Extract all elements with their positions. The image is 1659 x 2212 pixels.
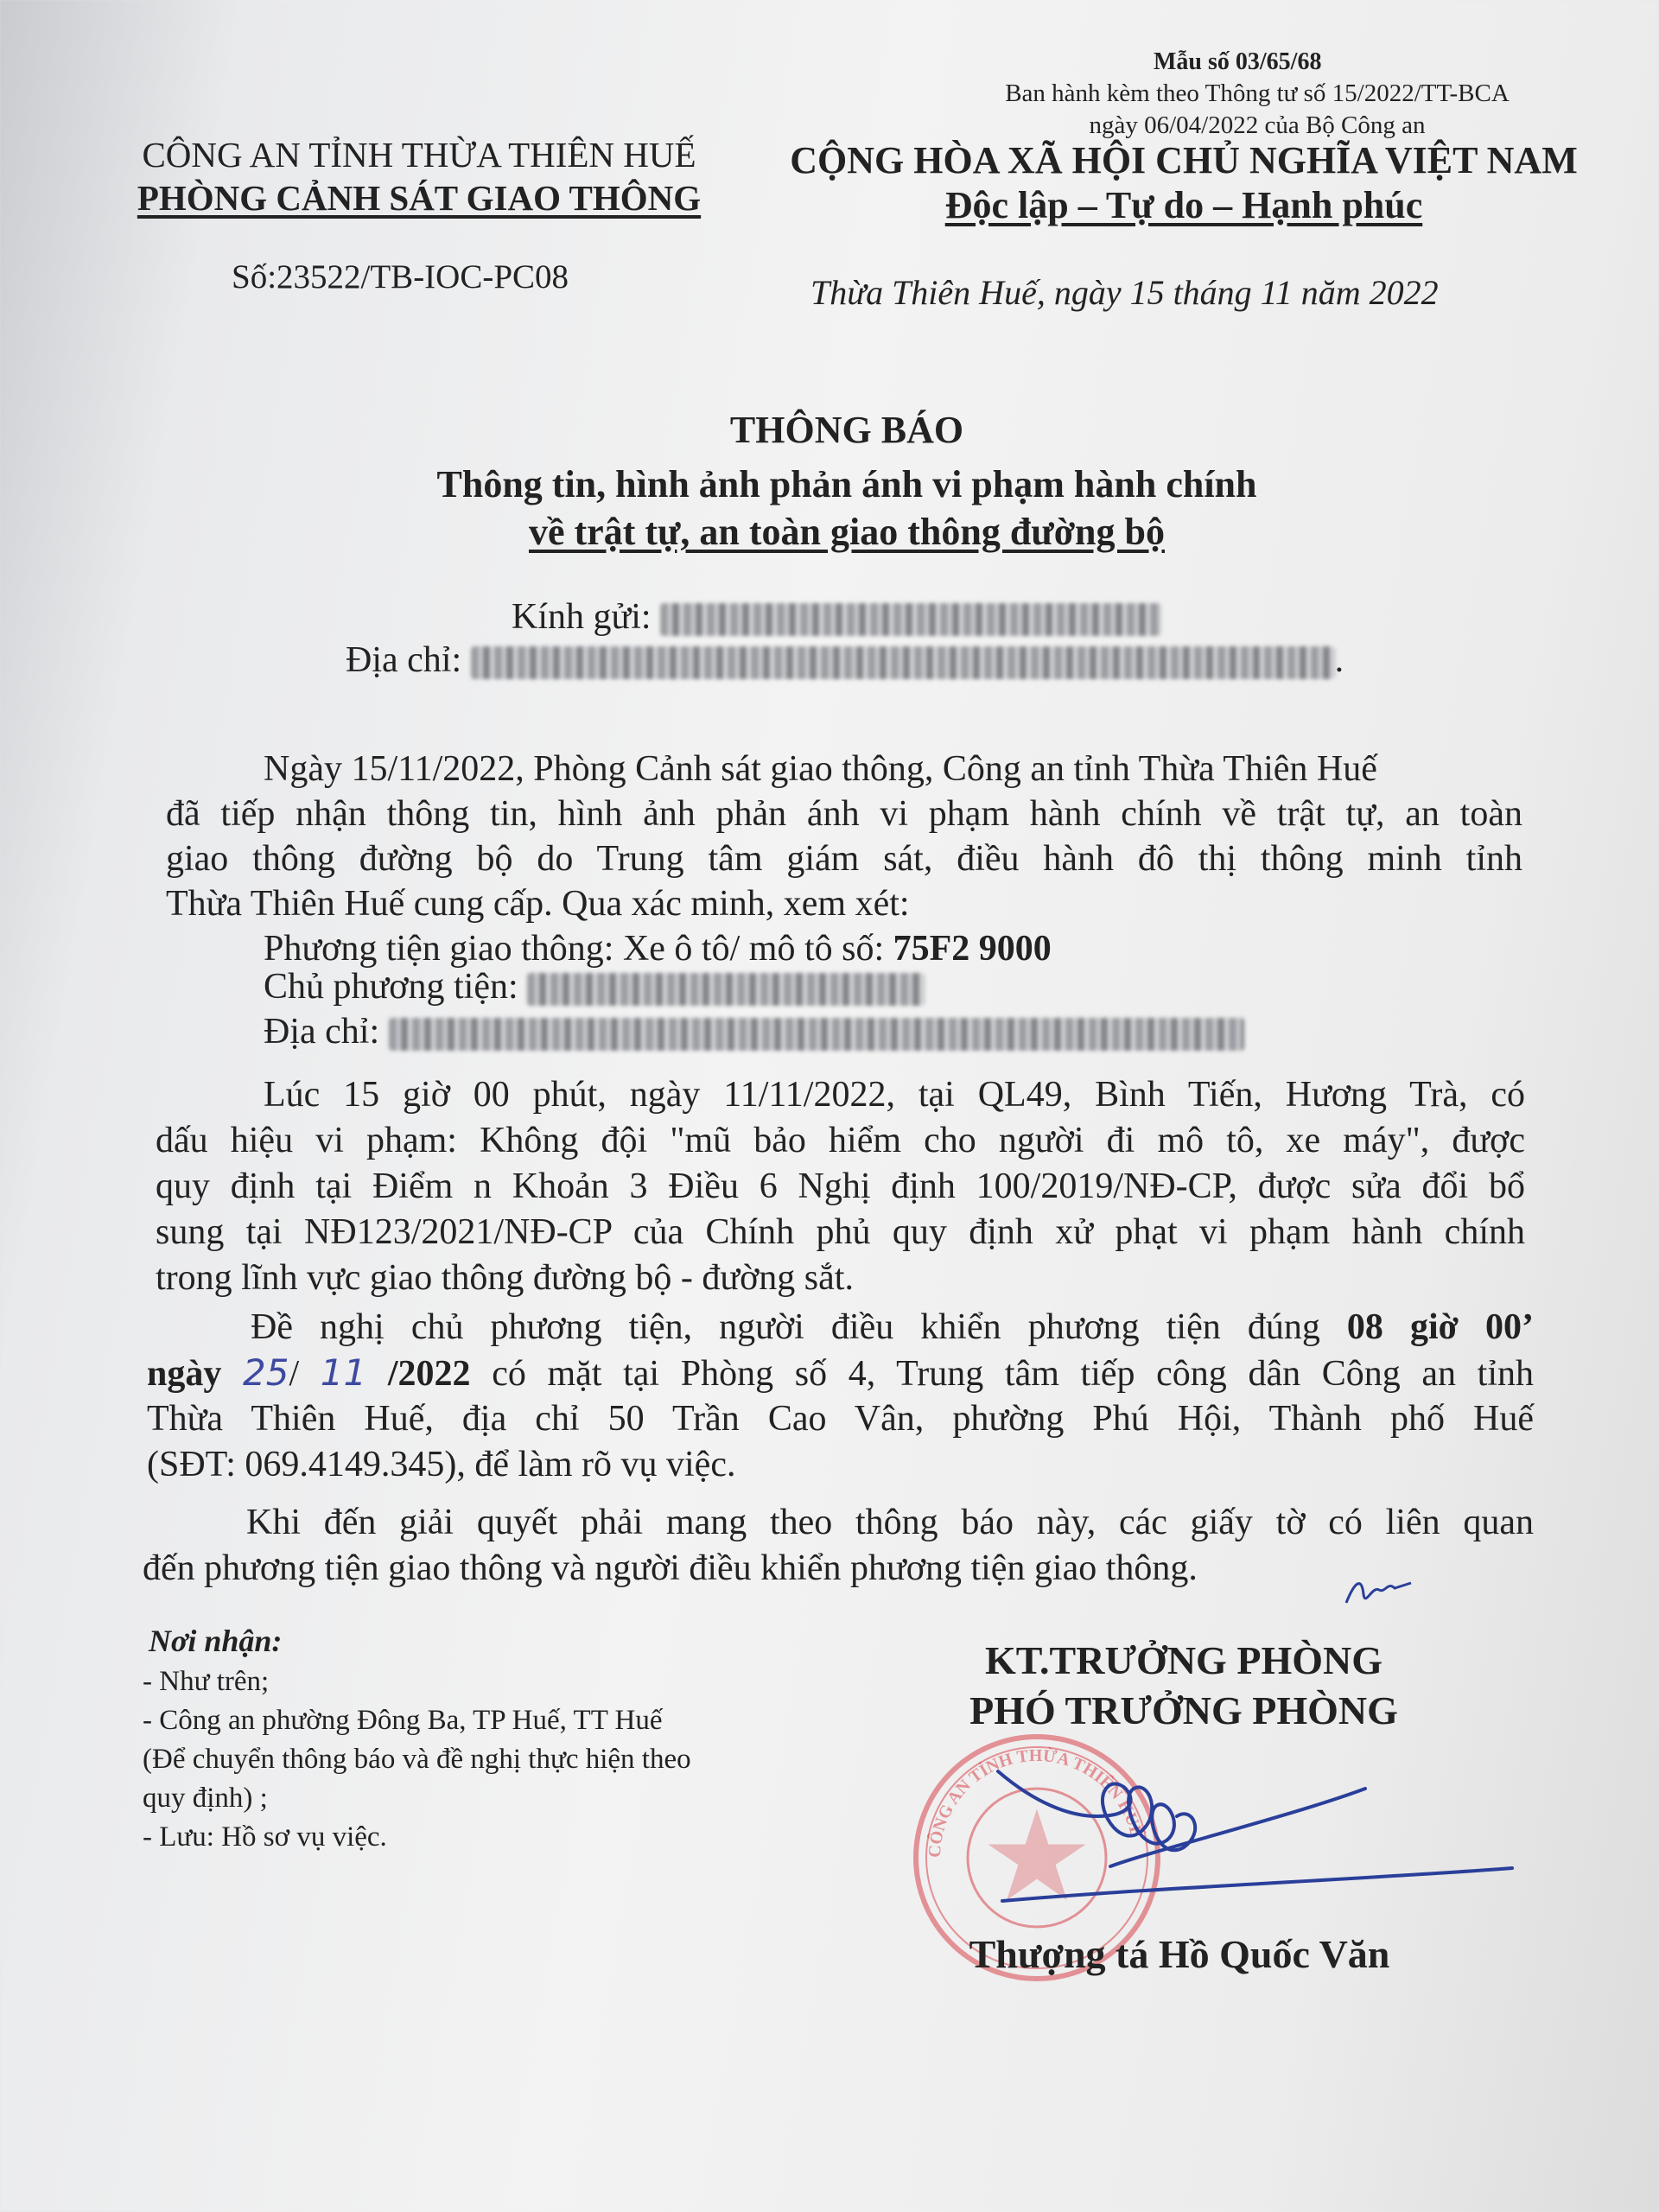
para4-line1: Khi đến giải quyết phải mang theo thông báo này, các giấy tờ có liên quan bbox=[246, 1503, 1534, 1542]
owner-address-label: Địa chỉ: bbox=[264, 1012, 380, 1052]
recipients-item-3a: (Để chuyển thông báo và đề nghị thực hiện theo bbox=[143, 1744, 691, 1775]
issued-line-2: ngày 06/04/2022 của Bộ Công an bbox=[1089, 111, 1426, 139]
para2-line4: sung tại NĐ123/2021/NĐ-CP của Chính phủ quy định xử phạt vi phạm hành chính bbox=[156, 1212, 1525, 1252]
para3-line3: Thừa Thiên Huế, địa chỉ 50 Trần Cao Vân, phường Phú Hội, Thành phố Huế bbox=[147, 1399, 1534, 1439]
appointment-time: 08 giờ 00’ bbox=[1346, 1307, 1534, 1347]
recipient-address-label: Địa chỉ: bbox=[346, 640, 462, 680]
document-number: Số:23522/TB-IOC-PC08 bbox=[232, 258, 569, 296]
signature-title-2: PHÓ TRƯỞNG PHÒNG bbox=[969, 1688, 1398, 1732]
stamp-text: CÔNG AN TỈNH THỪA THIÊN HUẾ bbox=[925, 1745, 1147, 1859]
owner-address-line bbox=[264, 1010, 1244, 1053]
redacted-recipient-address bbox=[471, 646, 1335, 679]
recipients-item-2: - Công an phường Đông Ba, TP Huế, TT Huế bbox=[143, 1705, 663, 1736]
vehicle-line bbox=[264, 927, 1052, 970]
recipient-address-line bbox=[346, 639, 1344, 681]
form-code: Mẫu số 03/65/68 bbox=[1154, 48, 1322, 75]
para2-line5: trong lĩnh vực giao thông đường bộ - đường sắt. bbox=[156, 1258, 854, 1298]
para1-line3: giao thông đường bộ do Trung tâm giám sát, điều hành đô thị thông minh tỉnh bbox=[166, 839, 1522, 879]
redacted-owner-address bbox=[389, 1018, 1244, 1051]
para1-line2: đã tiếp nhận thông tin, hình ảnh phản ánh vi phạm hành chính về trật tự, an toàn bbox=[166, 794, 1522, 834]
nation-title: CỘNG HÒA XÃ HỘI CHỦ NGHĨA VIỆT NAM bbox=[790, 139, 1578, 181]
para3-line2-text: có mặt tại Phòng số 4, Trung tâm tiếp công dân Công an tỉnh bbox=[470, 1354, 1535, 1394]
motto bbox=[752, 183, 1616, 227]
handwritten-day: 25 bbox=[243, 1351, 289, 1394]
para1-line1: Ngày 15/11/2022, Phòng Cảnh sát giao thông, Công an tỉnh Thừa Thiên Huế bbox=[264, 749, 1377, 789]
para4-line2: đến phương tiện giao thông và người điều khiển phương tiện giao thông. bbox=[143, 1548, 1198, 1588]
recipients-item-1: - Như trên; bbox=[143, 1666, 270, 1697]
document-subtitle-1: Thông tin, hình ảnh phản ánh vi phạm hành chính bbox=[436, 463, 1257, 505]
recipients-item-3b: quy định) ; bbox=[143, 1783, 268, 1814]
recipients-list-title: Nơi nhận: bbox=[149, 1624, 283, 1658]
para2-line2: dấu hiệu vi phạm: Không đội "mũ bảo hiểm cho người đi mô tô, xe máy", được bbox=[156, 1121, 1525, 1160]
recipient-label: Kính gửi: bbox=[512, 597, 652, 637]
place-date: Thừa Thiên Huế, ngày 15 tháng 11 năm 2022 bbox=[810, 273, 1439, 312]
org-name-text: PHÒNG CẢNH SÁT GIAO THÔNG bbox=[137, 178, 702, 218]
initials-mark bbox=[1338, 1564, 1415, 1616]
vehicle-label: Phương tiện giao thông: Xe ô tô/ mô tô số: bbox=[264, 929, 893, 969]
handwritten-signature bbox=[933, 1719, 1538, 1944]
signer-name: Thượng tá Hồ Quốc Văn bbox=[969, 1932, 1390, 1976]
document-subtitle-2 bbox=[0, 510, 1659, 554]
owner-label: Chủ phương tiện: bbox=[264, 967, 518, 1007]
handwritten-month: 11 bbox=[320, 1351, 367, 1394]
para2-line1: Lúc 15 giờ 00 phút, ngày 11/11/2022, tại QL49, Bình Tiến, Hương Trà, có bbox=[264, 1075, 1525, 1115]
motto-text: Độc lập – Tự do – Hạnh phúc bbox=[944, 184, 1423, 226]
vehicle-plate: 75F2 9000 bbox=[893, 929, 1052, 969]
recipient-address-end: . bbox=[1334, 640, 1344, 680]
para3-line2: ngày 25/ 11 /2022 có mặt tại Phòng số 4, Trung tâm tiếp công dân Công an tỉnh bbox=[147, 1351, 1535, 1394]
signature-title-1: KT.TRƯỞNG PHÒNG bbox=[985, 1638, 1382, 1682]
owner-line bbox=[264, 965, 925, 1008]
para1-line4: Thừa Thiên Huế cung cấp. Qua xác minh, xem xét: bbox=[166, 884, 910, 924]
recipients-item-4: - Lưu: Hồ sơ vụ việc. bbox=[143, 1821, 387, 1853]
para3-text: Đề nghị chủ phương tiện, người điều khiển phương tiện đúng bbox=[251, 1307, 1347, 1347]
recipient-line bbox=[512, 596, 1161, 638]
appointment-year: /2022 bbox=[387, 1354, 471, 1394]
para3-line1 bbox=[251, 1306, 1534, 1349]
form-issued-note bbox=[950, 78, 1564, 142]
para2-line3: quy định tại Điểm n Khoản 3 Điều 6 Nghị định 100/2019/NĐ-CP, được sửa đổi bổ bbox=[156, 1166, 1525, 1206]
appointment-day-label: ngày bbox=[147, 1354, 222, 1394]
issued-line-1: Ban hành kèm theo Thông tư số 15/2022/TT-BCA bbox=[1005, 79, 1510, 107]
org-name bbox=[95, 177, 743, 219]
document-subtitle-2-text: về trật tự, an toàn giao thông đường bộ bbox=[528, 511, 1165, 553]
org-parent: CÔNG AN TỈNH THỪA THIÊN HUẾ bbox=[142, 135, 696, 175]
document-title: THÔNG BÁO bbox=[729, 409, 964, 451]
redacted-recipient-name bbox=[660, 603, 1161, 636]
para3-line4: (SĐT: 069.4149.345), để làm rõ vụ việc. bbox=[147, 1445, 736, 1484]
redacted-owner-name bbox=[527, 973, 925, 1006]
